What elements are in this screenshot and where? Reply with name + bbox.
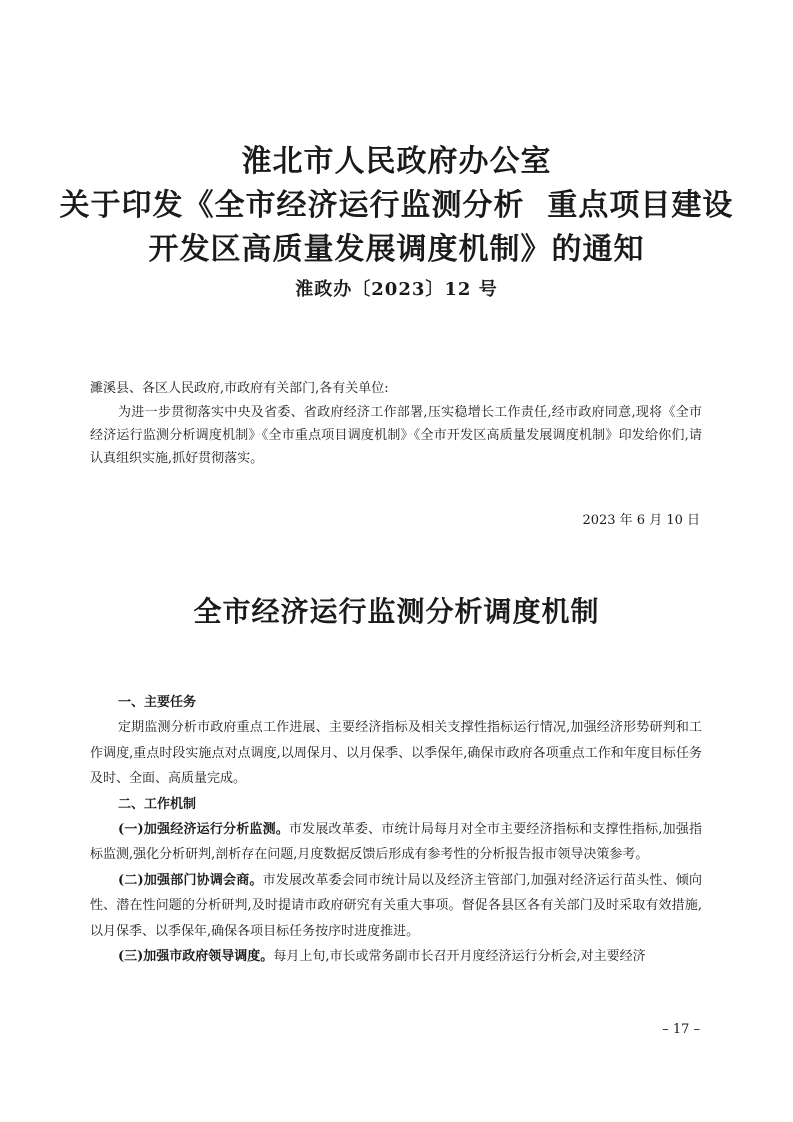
document-number: 淮政办〔2023〕12 号 — [295, 279, 498, 300]
mechanism-item-lead: (一)加强经济运行分析监测。 — [118, 821, 289, 837]
page-number: – 17 – — [662, 1022, 700, 1037]
mechanism-item — [90, 944, 702, 970]
addressee: 濉溪县、各区人民政府,市政府有关部门,各有关单位: — [90, 381, 389, 396]
mechanism-content — [90, 690, 702, 970]
section-heading-mechanism: 二、工作机制 — [118, 796, 197, 812]
mechanism-item — [90, 868, 702, 945]
mechanism-item — [90, 817, 702, 868]
mechanism-item-text: 市发展改革委会同市统计局以及经济主管部门,加强对经济运行苗头性、倾向性、潜在性问题的分析研判,及时提请市政府研究有关重大事项。督促各县区各有关部门及时采取有效措施,以月保季、以季保年,确保各项目标任务按序时进度推进。 — [90, 872, 702, 939]
title-line-3: 开发区高质量发展调度机制》的通知 — [148, 232, 645, 267]
mechanism-item-text: 每月上旬,市长或常务副市长召开月度经济运行分析会,对主要经济 — [273, 949, 646, 964]
mechanism-item-text: 市发展改革委、市统计局每月对全市主要经济指标和支撑性指标,加强指标监测,强化分析研判,剖析存在问题,月度数据反馈后形成有参考性的分析报告报市领导决策参考。 — [90, 821, 702, 862]
title-line-2: 关于印发《全市经济运行监测分析 重点项目建设 — [59, 188, 734, 223]
notice-title-block — [0, 140, 793, 304]
notice-body: 为进一步贯彻落实中央及省委、省政府经济工作部署,压实稳增长工作责任,经市政府同意,现将《全市经济运行监测分析调度机制》《全市重点项目调度机制》《全市开发区高质量发展调度机制》印发给你们,请认真组织实施,抓好贯彻落实。 — [90, 405, 702, 466]
section-body-tasks: 定期监测分析市政府重点工作进展、主要经济指标及相关支撑性指标运行情况,加强经济形势研判和工作调度,重点时段实施点对点调度,以周保月、以月保季、以季保年,确保市政府各项重点工作和年度目标任务及时、全面、高质量完成。 — [90, 720, 702, 786]
issue-date: 2023 年 6 月 10 日 — [582, 513, 700, 528]
mechanism-item-lead: (三)加强市政府领导调度。 — [118, 949, 274, 964]
section-heading-tasks: 一、主要任务 — [118, 695, 197, 710]
mechanism-title: 全市经济运行监测分析调度机制 — [193, 595, 600, 628]
title-line-1: 淮北市人民政府办公室 — [241, 144, 552, 179]
mechanism-item-lead: (二)加强部门协调会商。 — [118, 872, 263, 888]
